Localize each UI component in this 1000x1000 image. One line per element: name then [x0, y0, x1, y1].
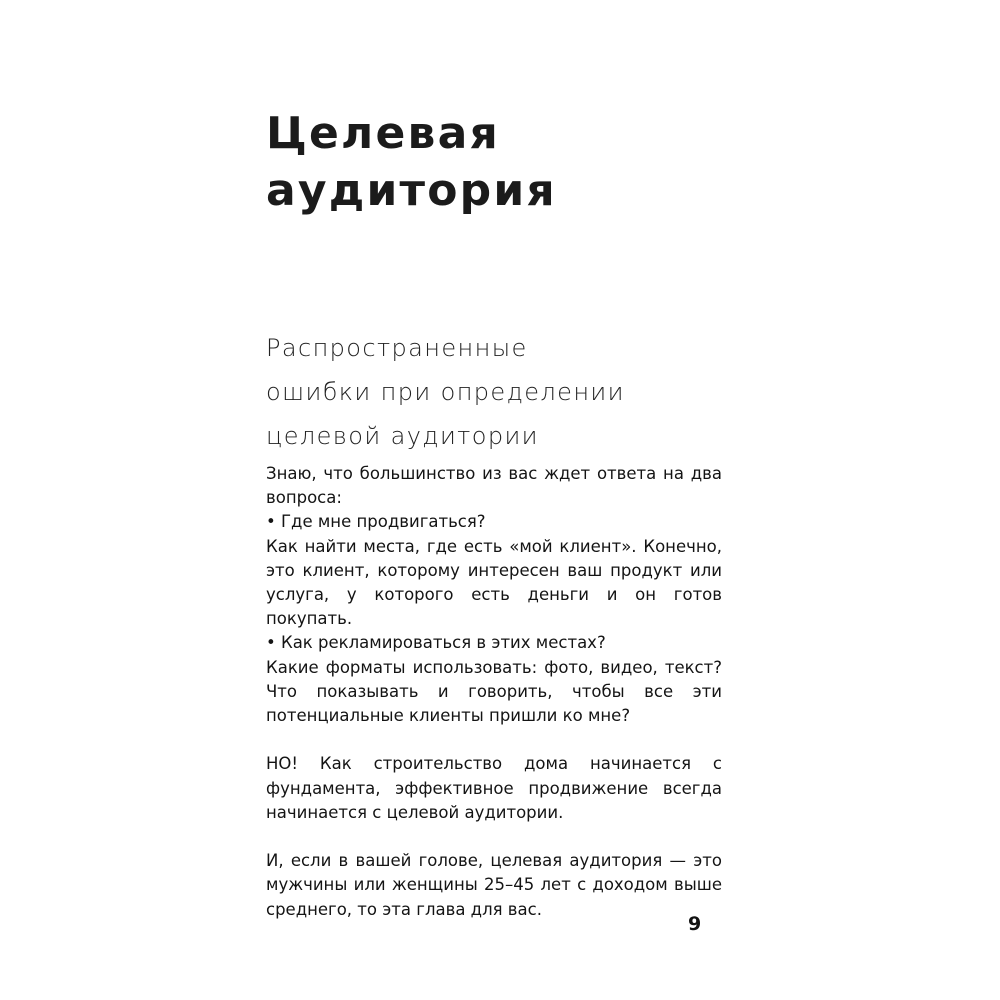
question-one-bullet: • Где мне продвигаться?	[266, 512, 486, 532]
question-one-answer: Как найти места, где есть «мой клиент». Конечно, это клиент, которому интересен ваш продукт или услуга, у которого есть деньги и он готов покупать.	[266, 536, 722, 629]
chapter-title-line-1: Целевая	[266, 108, 500, 160]
question-two-block	[266, 631, 722, 728]
question-two-bullet: • Как рекламироваться в этих местах?	[266, 633, 606, 653]
body-text	[266, 462, 722, 922]
section-heading-line-3: целевой аудитории	[266, 421, 539, 450]
question-two-answer: Какие форматы использовать: фото, видео, текст? Что показывать и говорить, чтобы все эти потенциальные клиенты пришли ко мне?	[266, 657, 722, 726]
closing-paragraph: И, если в вашей голове, целевая аудитория — это мужчины или женщины 25–45 лет с доходом выше среднего, то эта глава для вас.	[266, 851, 722, 919]
intro-paragraph: Знаю, что большинство из вас ждет ответа на два вопроса:	[266, 464, 722, 508]
section-heading-line-1: Распространенные	[266, 333, 528, 362]
question-one-block	[266, 510, 722, 631]
foundation-paragraph: НО! Как строительство дома начинается с фундамента, эффективное продвижение всегда начинается с целевой аудитории.	[266, 754, 722, 822]
section-heading-line-2: ошибки при определении	[266, 377, 625, 406]
page-title	[266, 105, 866, 219]
chapter-title-line-2: аудитория	[266, 165, 557, 217]
page-number: 9	[688, 913, 702, 935]
section-heading	[266, 326, 736, 458]
